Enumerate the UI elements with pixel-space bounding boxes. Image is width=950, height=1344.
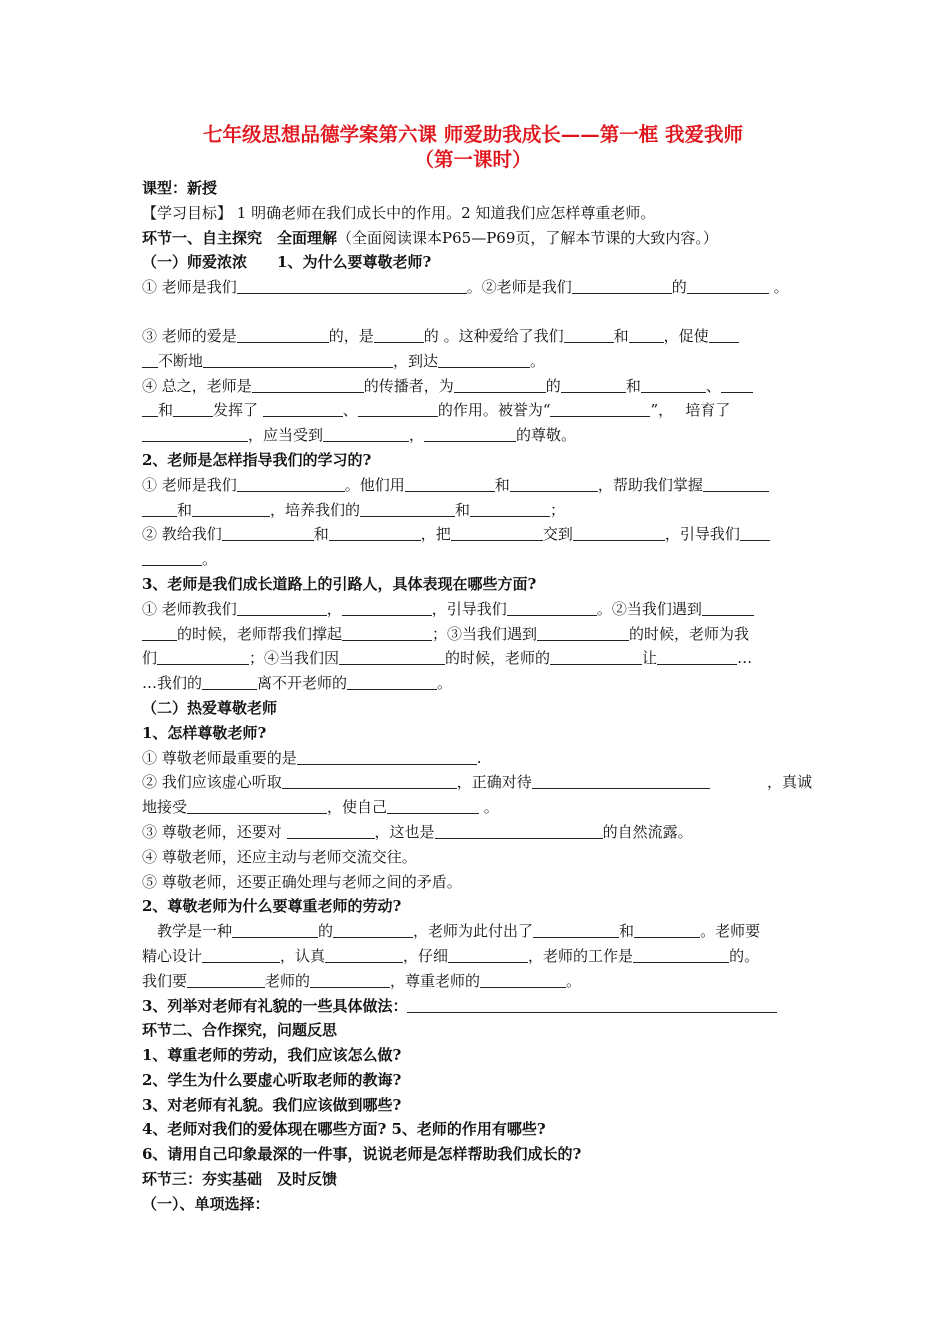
q2-line1: ① 老师是我们 。他们用 和 ，帮助我们掌握 xyxy=(142,473,812,498)
q1-line5: ④ 总之，老师是 的传播者，为 的 和 、 xyxy=(142,374,812,399)
q5-heading: 2、尊敬老师为什么要尊重老师的劳动? xyxy=(142,897,402,916)
q4-line4: ③ 尊敬老师，还要对 ，这也是 的自然流露。 xyxy=(142,822,693,841)
q4-line2: ② 我们应该虚心听取 ，正确对待 ，真诚 xyxy=(142,773,812,792)
q3-line1: ① 老师教我们 ， ，引导我们 。②当我们遇到 xyxy=(142,597,812,622)
lesson-type: 课型：新授 xyxy=(142,179,218,197)
section2-item: 1、尊重老师的劳动，我们应该怎么做? xyxy=(142,1046,402,1065)
q1-line6: 和 发挥了 、 的作用。被誉为“ ”， 培育了 xyxy=(142,398,812,423)
document-title: 七年级思想品德学案第六课 师爱助我成长——第一框 我爱我师 xyxy=(202,123,744,146)
q5-line2: 精心设计 ，认真 ，仔细 ，老师的工作是 的。 xyxy=(142,946,760,965)
section2-heading: 环节二、合作探究，问题反思 xyxy=(142,1021,338,1040)
q1-line1: ① 老师是我们 。②老师是我们 的 。 xyxy=(142,278,789,297)
subsection-heading: （二）热爱尊敬老师 xyxy=(142,698,278,717)
q4-line6: ⑤ 尊敬老师，还要正确处理与老师之间的矛盾。 xyxy=(142,872,462,891)
blank-line xyxy=(142,300,812,324)
q1-line4: 不断地 ，到达 。 xyxy=(142,349,812,374)
document-subtitle: （第一课时） xyxy=(414,148,532,171)
q4-line3: 地接受 ，使自己 。 xyxy=(142,798,499,817)
section2-item: 4、老师对我们的爱体现在哪些方面? 5、老师的作用有哪些? xyxy=(142,1120,546,1139)
q3-line4: …我们的 离不开老师的 。 xyxy=(142,674,453,693)
q4-heading: 1、怎样尊敬老师? xyxy=(142,723,267,742)
q3-line2: 的时候，老师帮我们撑起 ；③当我们遇到 的时候，老师为我 xyxy=(142,622,812,647)
section1-heading: 环节一、自主探究 全面理解（全面阅读课本P65—P69页，了解本节课的大致内容。） xyxy=(142,228,718,247)
q2-line4: 。 xyxy=(142,547,812,572)
section2-item: 6、请用自己印象最深的一件事，说说老师是怎样帮助我们成长的? xyxy=(142,1145,582,1164)
q5-line3: 我们要 老师的 ，尊重老师的 。 xyxy=(142,971,582,990)
q5-line1: 教学是一种 的 ，老师为此付出了 和 。老师要 xyxy=(142,922,761,941)
q1-line3: ③ 老师的爱是 的，是 的 。这种爱给了我们 和 ，促使 xyxy=(142,324,812,349)
q2-line3: ② 教给我们 和 ，把 交到 ，引导我们 xyxy=(142,522,812,547)
q6-heading: 3、列举对老师有礼貌的一些具体做法： xyxy=(142,994,812,1019)
section2-item: 3、对老师有礼貌。我们应该做到哪些? xyxy=(142,1095,402,1114)
q4-line1: ① 尊敬老师最重要的是 . xyxy=(142,748,482,767)
section3-subheading: （一）、单项选择： xyxy=(142,1194,270,1213)
q2-heading: 2、老师是怎样指导我们的学习的? xyxy=(142,450,372,469)
q2-line2: 和 ，培养我们的 和 ； xyxy=(142,498,812,523)
section3-heading: 环节三：夯实基础 及时反馈 xyxy=(142,1170,338,1189)
q3-line3: 们 ；④当我们因 的时候，老师的 让 … xyxy=(142,649,753,668)
q4-line5: ④ 尊敬老师，还应主动与老师交流交往。 xyxy=(142,847,417,866)
worksheet-page xyxy=(142,122,812,1217)
subsection-heading: （一）师爱浓浓 1、为什么要尊敬老师? xyxy=(142,253,432,272)
q1-line7: ，应当受到 ， 的尊敬。 xyxy=(142,423,812,448)
q3-heading: 3、老师是我们成长道路上的引路人，具体表现在哪些方面? xyxy=(142,574,537,593)
section2-item: 2、学生为什么要虚心听取老师的教诲? xyxy=(142,1070,402,1089)
learning-objectives: 【学习目标】 1 明确老师在我们成长中的作用。2 知道我们应怎样尊重老师。 xyxy=(142,203,656,222)
